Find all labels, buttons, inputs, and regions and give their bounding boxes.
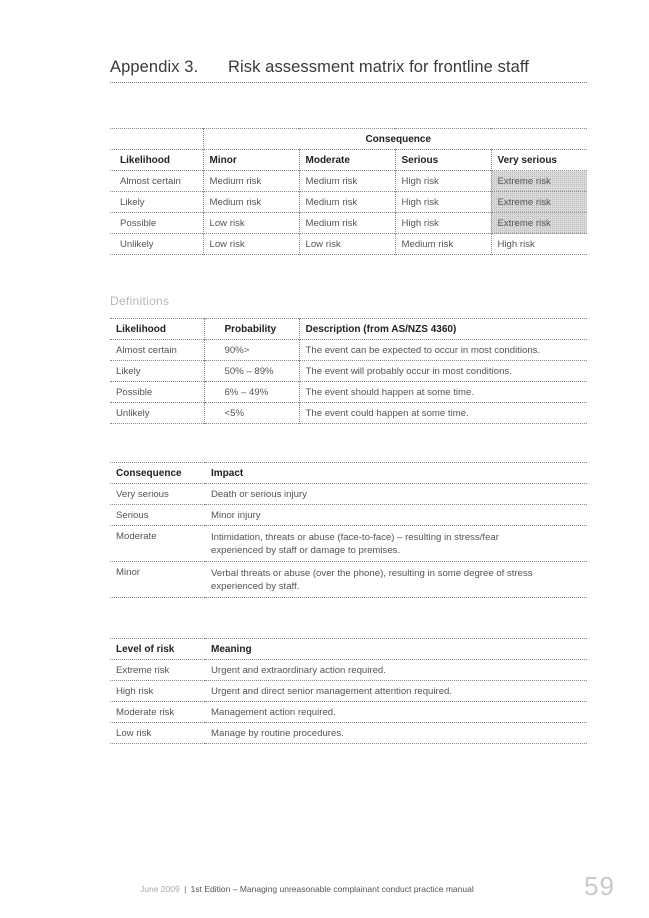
risk-level-definitions-table [110,638,587,744]
col-header-serious: Serious [395,150,491,171]
risk-level-cell: Moderate risk [116,706,175,718]
risk-level-cell: High risk [116,685,154,697]
likelihood-header: Likelihood [116,323,166,335]
table-header-row [110,639,587,660]
consequence-definitions-table [110,462,587,598]
matrix-cell: Low risk [299,234,395,255]
matrix-header-row [110,150,587,171]
matrix-cell: Medium risk [203,192,299,213]
consequence-header: Consequence [116,467,182,479]
probability-cell: 6% – 49% [204,382,299,403]
matrix-group-header-row [110,129,587,150]
col-header-moderate: Moderate [299,150,395,171]
col-header-minor: Minor [203,150,299,171]
table-row [110,681,587,702]
matrix-cell: Medium risk [299,213,395,234]
table-row [110,484,587,505]
row-label: Almost certain [120,175,181,187]
likelihood-cell: Almost certain [116,344,177,356]
matrix-cell: Medium risk [395,234,491,255]
impact-cell: Verbal threats or abuse (over the phone), resulting in some degree of stress experienced by staff. [211,567,533,592]
risk-level-cell: Extreme risk [116,664,170,676]
row-label: Likely [120,196,145,208]
probability-cell: 50% – 89% [204,361,299,382]
definitions-heading: Definitions [110,294,170,308]
table-row [110,382,587,403]
table-row [110,192,587,213]
probability-cell: 90%> [204,340,299,361]
table-header-row [110,463,587,484]
table-row [110,526,587,562]
matrix-cell: Low risk [203,213,299,234]
table-row [110,340,587,361]
table-row [110,171,587,192]
matrix-cell: Medium risk [299,171,395,192]
impact-cell: Minor injury [211,509,261,521]
consequence-cell: Moderate [116,531,157,542]
matrix-cell: High risk [395,171,491,192]
matrix-cell: High risk [395,192,491,213]
table-row [110,403,587,424]
table-row [110,702,587,723]
table-row [110,361,587,382]
footer-text: 1st Edition – Managing unreasonable complainant conduct practice manual [190,884,474,894]
table-row [110,234,587,255]
meaning-cell: Urgent and direct senior management attention required. [211,685,453,697]
table-row [110,660,587,681]
likelihood-header: Likelihood [120,154,170,166]
table-row [110,562,587,598]
col-header-very-serious: Very serious [491,150,587,171]
footer-separator: | [184,884,187,894]
page-header [110,58,587,83]
impact-cell: Death or serious injury [211,488,307,500]
risk-matrix-table [110,128,587,255]
matrix-cell: Low risk [203,234,299,255]
level-of-risk-header: Level of risk [116,643,175,655]
description-cell: The event should happen at some time. [299,382,587,403]
table-row [110,723,587,744]
impact-header: Impact [211,467,244,479]
matrix-cell-extreme: Extreme risk [491,171,587,192]
row-label: Unlikely [120,238,154,250]
matrix-cell: High risk [491,234,587,255]
meaning-cell: Manage by routine procedures. [211,727,344,739]
likelihood-cell: Possible [116,386,153,398]
meaning-header: Meaning [211,643,252,655]
consequence-group-header: Consequence [203,129,587,150]
description-cell: The event can be expected to occur in most conditions. [299,340,587,361]
likelihood-definitions-table [110,318,587,424]
consequence-cell: Serious [116,509,149,521]
likelihood-cell: Unlikely [116,407,150,419]
page-number: 59 [584,871,615,901]
impact-cell: Intimidation, threats or abuse (face-to-face) – resulting in stress/fear experienced by staff or damage to premises. [211,531,499,556]
page-footer [140,884,550,894]
page-title: Risk assessment matrix for frontline staff [228,58,529,76]
matrix-cell-extreme: Extreme risk [491,213,587,234]
meaning-cell: Urgent and extraordinary action required. [211,664,386,676]
description-cell: The event could happen at some time. [299,403,587,424]
probability-header: Probability [204,319,299,340]
consequence-cell: Minor [116,567,140,578]
appendix-number: Appendix 3. [110,58,199,76]
table-row [110,213,587,234]
description-header: Description (from AS/NZS 4360) [299,319,587,340]
footer-date: June 2009 [140,884,180,894]
matrix-cell-extreme: Extreme risk [491,192,587,213]
matrix-cell: High risk [395,213,491,234]
risk-level-cell: Low risk [116,727,152,739]
table-header-row [110,319,587,340]
meaning-cell: Management action required. [211,706,336,718]
matrix-cell: Medium risk [203,171,299,192]
likelihood-cell: Likely [116,365,141,377]
table-row [110,505,587,526]
consequence-cell: Very serious [116,488,169,500]
description-cell: The event will probably occur in most conditions. [299,361,587,382]
matrix-cell: Medium risk [299,192,395,213]
probability-cell: <5% [204,403,299,424]
row-label: Possible [120,217,157,229]
